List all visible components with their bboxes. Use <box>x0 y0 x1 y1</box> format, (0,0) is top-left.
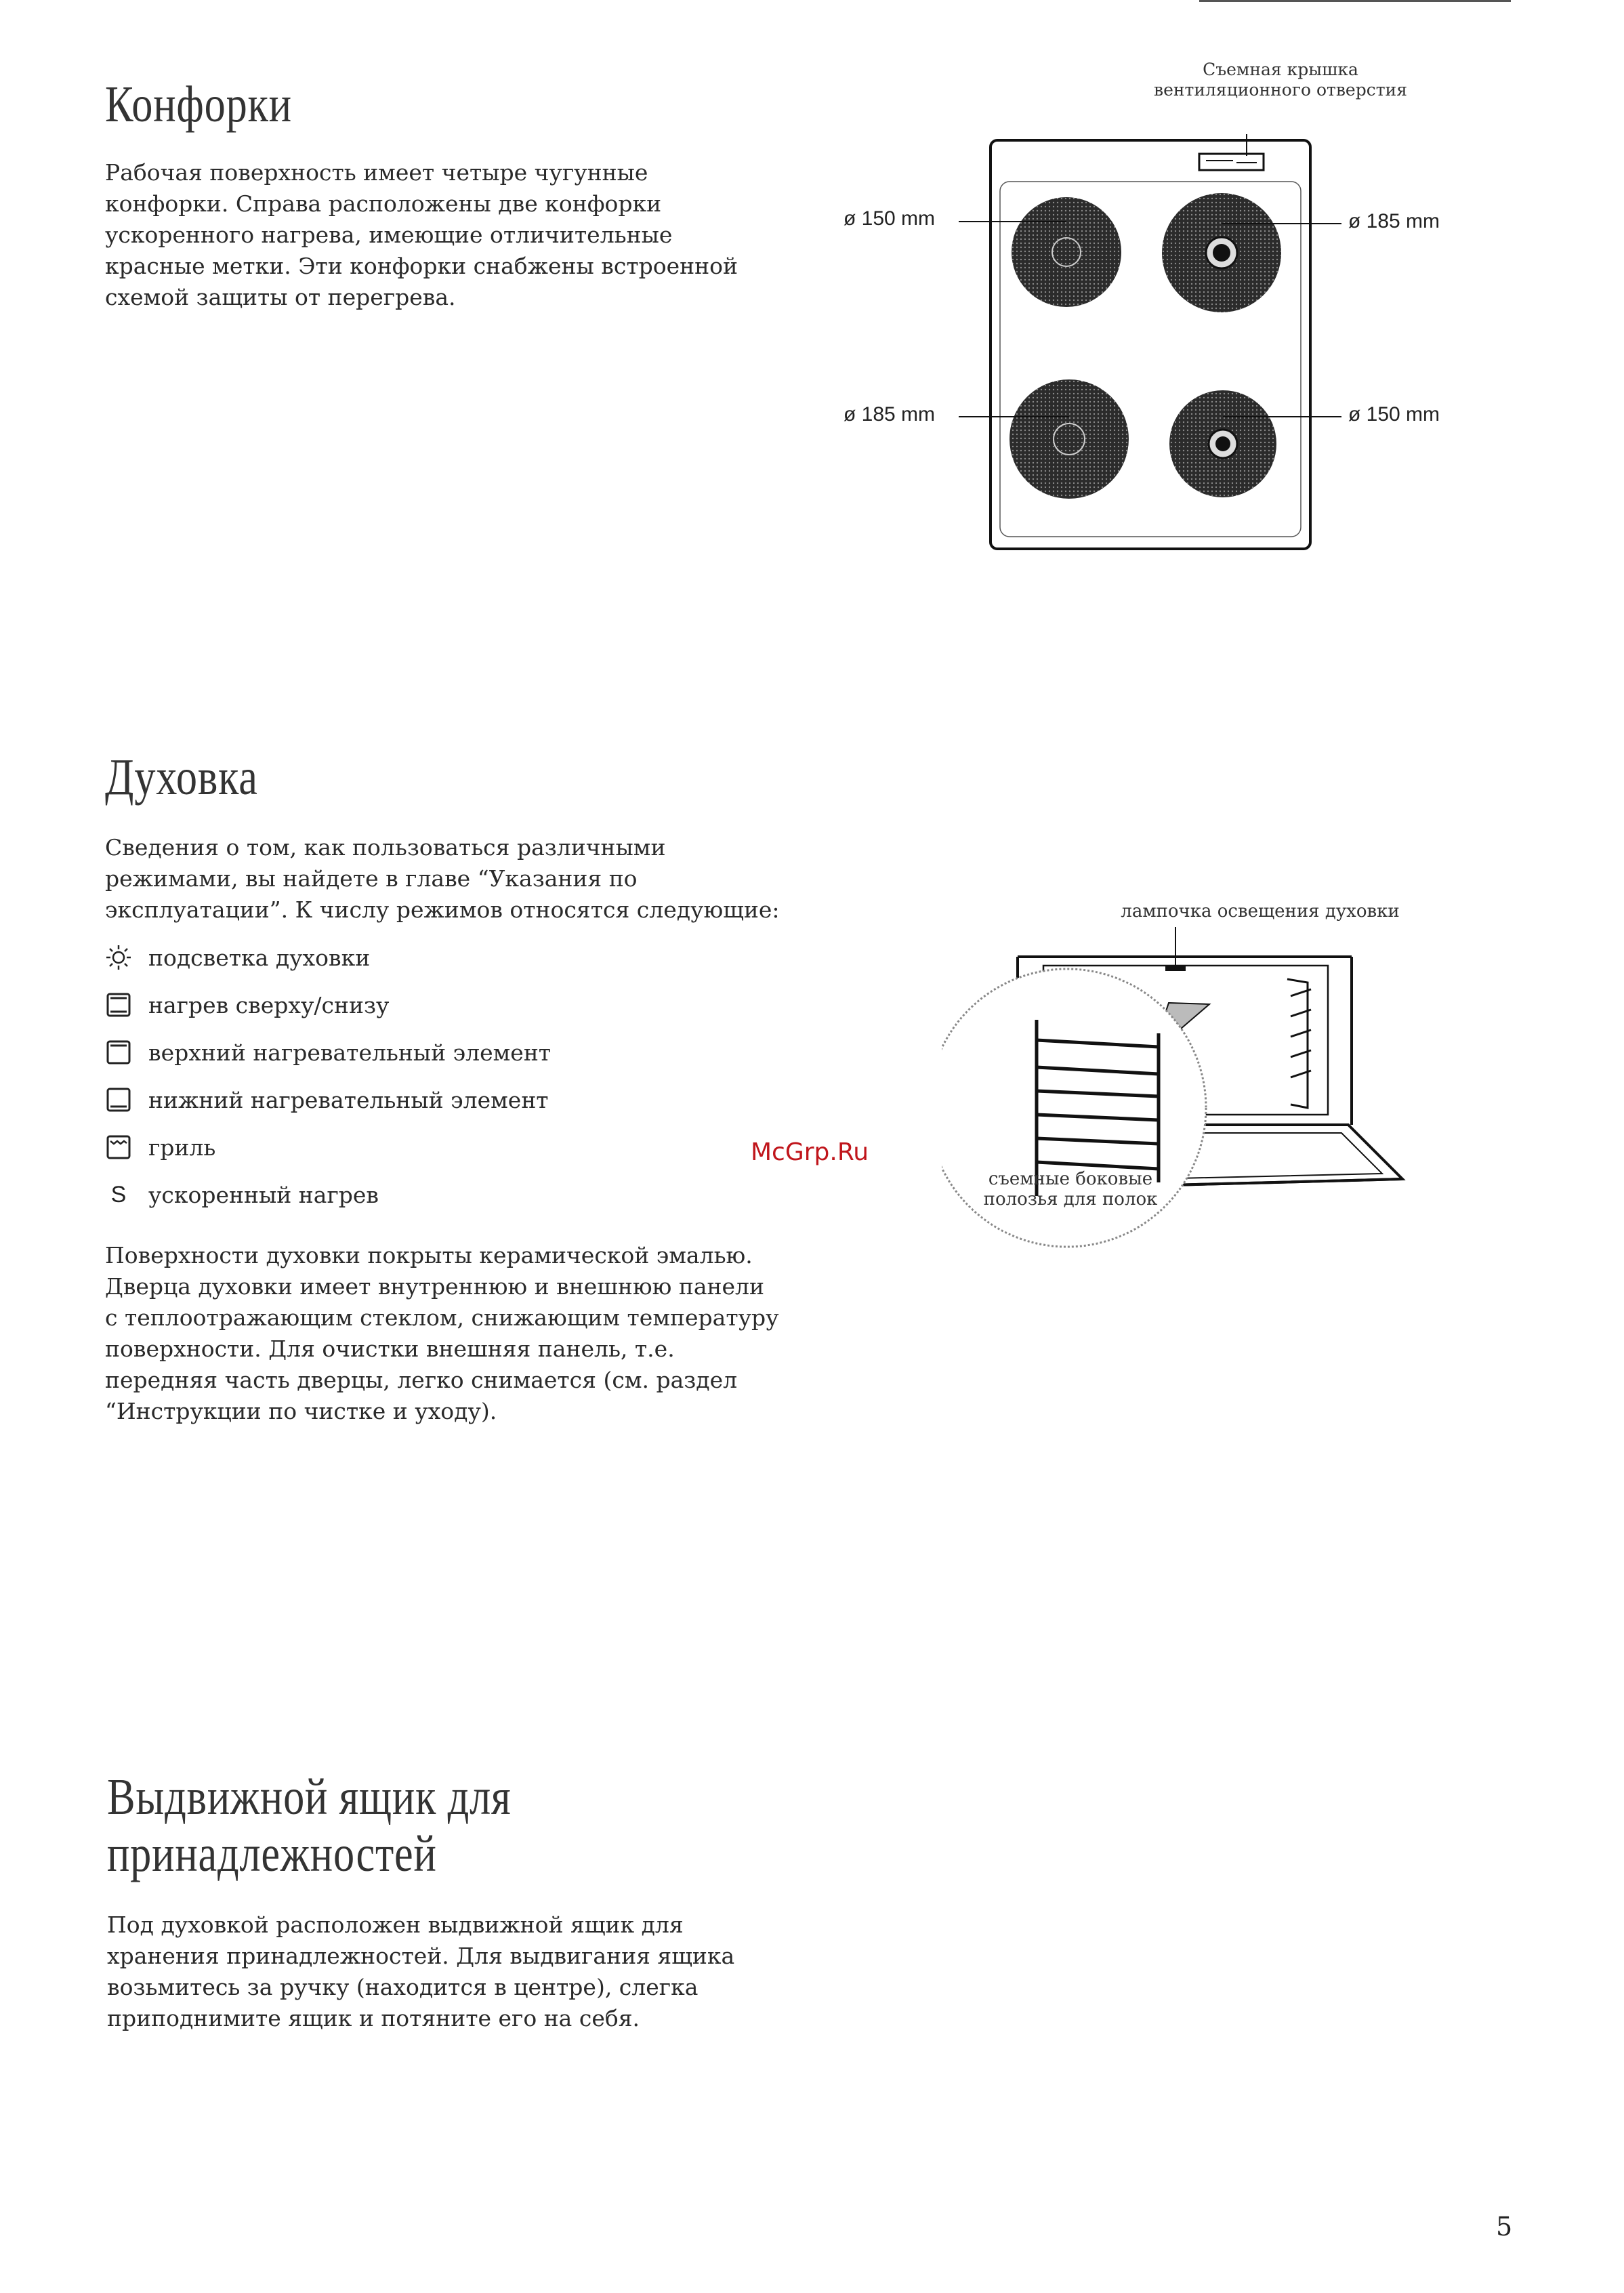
label-bottom-right: ø 150 mm <box>1348 403 1440 426</box>
label-top-right: ø 185 mm <box>1348 210 1440 232</box>
top-heat-icon <box>105 1039 132 1066</box>
drawer-heading <box>107 1769 600 1882</box>
mode-item <box>105 981 551 1029</box>
watermark: McGrp.Ru <box>751 1138 869 1166</box>
mode-item <box>105 1171 551 1218</box>
drawer-text: Под духовкой расположен выдвижной ящик для хранения принадлежностей. Для выдвигания ящика возьмитесь за ручку (находится в центре), слегка приподнимите ящик и потяните его на себя. <box>107 1912 735 2031</box>
mode-label: нижний нагревательный элемент <box>148 1086 549 1113</box>
drawer-heading-line1: Выдвижной ящик для <box>107 1769 512 1825</box>
rails-caption: съемные боковые полозья для полок <box>983 1169 1158 1210</box>
grill-icon <box>105 1134 132 1161</box>
mode-item <box>105 934 551 981</box>
drawer-heading-line2: принадлежностей <box>107 1825 437 1882</box>
oven-modes-list <box>105 934 551 1218</box>
hob-drawing <box>840 54 1477 556</box>
vent-cover-caption: Съемная крышка вентиляционного отверстия <box>1154 60 1407 100</box>
bottom-heat-icon <box>105 1086 132 1113</box>
burners-heading: Конфорки <box>105 76 292 133</box>
oven-text: Поверхности духовки покрыты керамической эмалью. Дверца духовки имеет внутреннюю и внешнюю панели с теплоотражающим стеклом, снижающим температуру поверхности. Для очистки внешняя панель, т.е. передняя часть дверцы, легко снимается (см. раздел “Инструкции по чистке и уходу). <box>105 1242 779 1424</box>
oven-diagram <box>942 894 1423 1274</box>
top-bottom-heat-icon <box>105 991 132 1018</box>
mode-label: нагрев сверху/снизу <box>148 991 390 1018</box>
lamp-icon <box>105 944 132 971</box>
oven-intro: Сведения о том, как пользоваться различными режимами, вы найдете в главе “Указания по эксплуатации”. К числу режимов относятся следующие: <box>105 834 780 923</box>
label-top-left: ø 150 mm <box>844 207 936 230</box>
burners-text: Рабочая поверхность имеет четыре чугунные конфорки. Справа расположены две конфорки ускоренного нагрева, имеющие отличительные красные метки. Эти конфорки снабжены встроенной схемой защиты от перегрева. <box>105 159 738 310</box>
mode-item <box>105 1029 551 1076</box>
mode-label: ускоренный нагрев <box>148 1181 379 1208</box>
mode-label: гриль <box>148 1134 216 1161</box>
burner-bottom-left <box>1009 379 1129 499</box>
mode-label: верхний нагревательный элемент <box>148 1039 551 1066</box>
s-icon: S <box>110 1182 127 1207</box>
oven-heading: Духовка <box>105 749 258 806</box>
oven-drawing <box>942 894 1423 1274</box>
top-rule <box>1199 0 1511 2</box>
mode-label: подсветка духовки <box>148 944 371 971</box>
mode-item <box>105 1076 551 1123</box>
burner-top-left <box>1012 197 1121 307</box>
lamp-caption: лампочка освещения духовки <box>1121 901 1400 922</box>
mode-item <box>105 1123 551 1171</box>
hob-diagram <box>840 54 1477 556</box>
label-bottom-left: ø 185 mm <box>844 403 936 426</box>
page-number: 5 <box>1496 2212 1513 2242</box>
